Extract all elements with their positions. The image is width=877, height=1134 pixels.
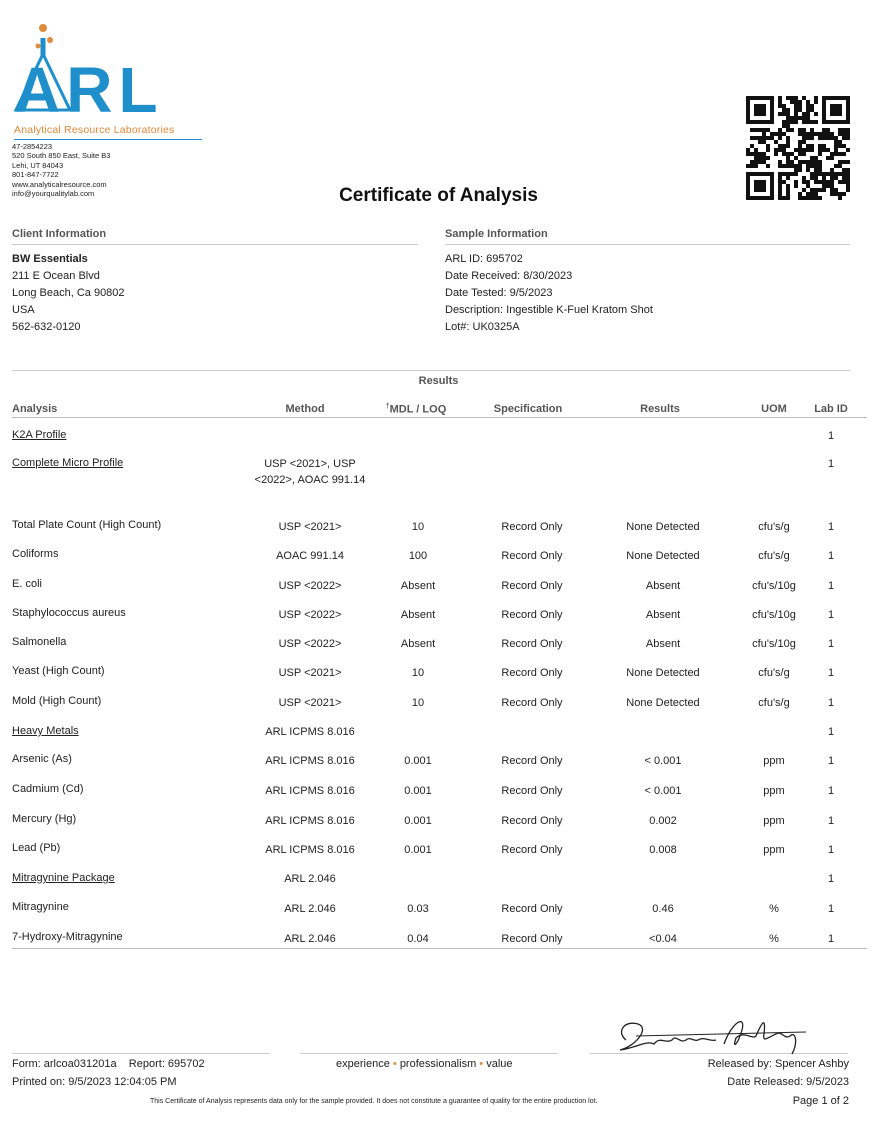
col-header-method: Method [285, 403, 325, 415]
report-id: Report: 695702 [128, 1058, 205, 1070]
cell-lab-id: 1 [827, 755, 835, 767]
cell-specification: Record Only [501, 550, 563, 562]
cell-mdl: 0.03 [407, 903, 429, 915]
sample-info [445, 251, 653, 336]
results-section-title: Results [418, 375, 459, 387]
sample-line: Date Received: 8/30/2023 [445, 270, 573, 282]
cell-method: USP <2021> [278, 697, 342, 709]
cell-lab-id: 1 [827, 844, 835, 856]
cell-method: USP <2021> [278, 521, 342, 533]
printed-on: Printed on: 9/5/2023 12:04:05 PM [12, 1076, 177, 1088]
cell-uom: ppm [763, 815, 785, 827]
footer-tagline [336, 1058, 513, 1070]
sample-line: Date Tested: 9/5/2023 [445, 287, 553, 299]
cell-analysis: E. coli [12, 578, 42, 590]
sample-line: Description: Ingestible K-Fuel Kratom Shot [445, 304, 653, 316]
cell-uom: cfu's/10g [752, 638, 796, 650]
cell-result: Absent [645, 638, 681, 650]
address-line: Lehi, UT 84043 [12, 160, 64, 170]
cell-mdl: Absent [400, 580, 436, 592]
cell-analysis: Mold (High Count) [12, 695, 102, 707]
cell-method: USP <2022> [278, 580, 342, 592]
cell-result: < 0.001 [644, 785, 682, 797]
disclaimer: This Certificate of Analysis represents data only for the sample provided. It does not constitute a guarantee of quality for the entire production lot. [150, 1098, 598, 1105]
cell-lab-id: 1 [827, 638, 835, 650]
mdl-label: MDL / LOQ [389, 403, 447, 416]
cell-lab-id: 1 [827, 726, 835, 738]
cell-specification: Record Only [501, 638, 563, 650]
cell-lab-id: 1 [827, 430, 835, 442]
cell-result: None Detected [626, 521, 700, 533]
tagline-word: value [486, 1058, 513, 1070]
tagline-word: professionalism [399, 1058, 477, 1070]
logo-text: ARL [14, 54, 164, 126]
mdl-marker: † [385, 403, 390, 410]
cell-analysis: 7-Hydroxy-Mitragynine [12, 931, 123, 943]
cell-specification: Record Only [501, 785, 563, 797]
tagline-word: experience [336, 1058, 390, 1070]
cell-lab-id: 1 [827, 903, 835, 915]
cell-mdl: Absent [400, 609, 436, 621]
results-divider-top [12, 370, 850, 371]
cell-method: USP <2021> [278, 667, 342, 679]
address-line: 801-847-7722 [12, 170, 59, 180]
cell-mdl: Absent [400, 638, 436, 650]
cell-lab-id: 1 [827, 521, 835, 533]
cell-result: < 0.001 [644, 755, 682, 767]
col-header-mdl [376, 403, 456, 416]
cell-uom: cfu's/g [758, 667, 790, 679]
footer-rule-mid [300, 1053, 558, 1054]
document-title: Certificate of Analysis [339, 185, 538, 206]
client-line: Long Beach, Ca 90802 [12, 287, 125, 299]
page-number: Page 1 of 2 [792, 1095, 849, 1107]
results-divider-bottom [12, 948, 867, 949]
col-header-analysis: Analysis [12, 403, 58, 415]
cell-method: ARL ICPMS 8.016 [265, 844, 355, 856]
cell-lab-id: 1 [827, 550, 835, 562]
logo-subtitle: Analytical Resource Laboratories [14, 124, 175, 136]
cell-lab-id: 1 [827, 873, 835, 885]
released-by: Released by: Spencer Ashby [707, 1058, 849, 1070]
cell-result: 0.46 [652, 903, 674, 915]
col-header-lab-id: Lab ID [814, 403, 848, 415]
cell-method: ARL ICPMS 8.016 [265, 755, 355, 767]
col-header-results: Results [640, 403, 680, 415]
cell-mdl: 10 [411, 521, 425, 533]
cell-analysis: Mitragynine [12, 901, 69, 913]
cell-mdl: 0.001 [404, 785, 432, 797]
cell-method: ARL 2.046 [284, 903, 336, 915]
cell-method: AOAC 991.14 [276, 550, 344, 562]
client-line: 562-632-0120 [12, 321, 81, 333]
cell-method: ARL ICPMS 8.016 [265, 726, 355, 738]
cell-analysis: Cadmium (Cd) [12, 783, 84, 795]
col-header-specification: Specification [493, 403, 563, 415]
cell-uom: ppm [763, 844, 785, 856]
cell-mdl: 100 [408, 550, 428, 562]
logo-divider [14, 139, 202, 140]
cell-mdl: 0.001 [404, 844, 432, 856]
sample-divider [445, 244, 850, 245]
cell-analysis: Heavy Metals [12, 725, 79, 737]
cell-specification: Record Only [501, 755, 563, 767]
cell-uom: % [769, 903, 779, 915]
address-line: www.analyticalresource.com [12, 179, 107, 189]
cell-analysis: Lead (Pb) [12, 842, 61, 854]
client-divider [12, 244, 418, 245]
cell-method: USP <2021>, USP <2022>, AOAC 991.14 [254, 458, 366, 486]
footer-form [12, 1058, 205, 1070]
cell-result: None Detected [626, 550, 700, 562]
cell-analysis: Mitragynine Package [12, 872, 115, 884]
cell-result: 0.002 [649, 815, 677, 827]
cell-analysis: K2A Profile [12, 429, 67, 441]
cell-method: USP <2022> [278, 609, 342, 621]
cell-lab-id: 1 [827, 667, 835, 679]
cell-specification: Record Only [501, 697, 563, 709]
client-section-title: Client Information [12, 228, 107, 240]
cell-specification: Record Only [501, 903, 563, 915]
cell-specification: Record Only [501, 667, 563, 679]
tagline-bullet: • [479, 1058, 484, 1070]
cell-uom: cfu's/g [758, 697, 790, 709]
cell-uom: cfu's/g [758, 521, 790, 533]
cell-lab-id: 1 [827, 458, 835, 470]
form-id: Form: arlcoa031201a [12, 1058, 117, 1070]
cell-uom: cfu's/10g [752, 580, 796, 592]
sample-line: ARL ID: 695702 [445, 253, 523, 265]
cell-lab-id: 1 [827, 697, 835, 709]
cell-lab-id: 1 [827, 580, 835, 592]
cell-lab-id: 1 [827, 933, 835, 945]
col-header-uom: UOM [761, 403, 787, 415]
cell-analysis: Complete Micro Profile [12, 457, 124, 469]
cell-analysis: Yeast (High Count) [12, 665, 105, 677]
tagline-bullet: • [392, 1058, 397, 1070]
cell-analysis: Arsenic (As) [12, 753, 72, 765]
address-line: 520 South 850 East, Suite B3 [12, 151, 111, 161]
cell-specification: Record Only [501, 580, 563, 592]
results-header-divider [12, 417, 867, 418]
cell-method: ARL ICPMS 8.016 [265, 785, 355, 797]
cell-lab-id: 1 [827, 609, 835, 621]
cell-lab-id: 1 [827, 785, 835, 797]
client-line: 211 E Ocean Blvd [12, 270, 100, 282]
cell-lab-id: 1 [827, 815, 835, 827]
client-line: USA [12, 304, 35, 316]
cell-result: 0.008 [649, 844, 677, 856]
cell-uom: % [769, 933, 779, 945]
cell-analysis: Salmonella [12, 636, 67, 648]
address-line: 47-2854223 [12, 142, 53, 151]
date-released: Date Released: 9/5/2023 [727, 1076, 849, 1088]
cell-specification: Record Only [501, 933, 563, 945]
cell-specification: Record Only [501, 844, 563, 856]
cell-method: ARL 2.046 [284, 933, 336, 945]
cell-result: Absent [645, 580, 681, 592]
sample-section-title: Sample Information [445, 228, 548, 240]
cell-mdl: 0.04 [407, 933, 429, 945]
address-line: info@yourqualitylab.com [12, 189, 95, 199]
cell-analysis: Total Plate Count (High Count) [12, 519, 162, 531]
sample-line: Lot#: UK0325A [445, 321, 520, 333]
cell-uom: cfu's/g [758, 550, 790, 562]
cell-result: None Detected [626, 697, 700, 709]
cell-analysis: Mercury (Hg) [12, 813, 77, 825]
cell-method: USP <2022> [278, 638, 342, 650]
cell-mdl: 10 [411, 697, 425, 709]
cell-analysis: Staphylococcus aureus [12, 607, 126, 619]
signature-image [606, 1010, 816, 1060]
cell-specification: Record Only [501, 521, 563, 533]
cell-mdl: 0.001 [404, 755, 432, 767]
cell-uom: ppm [763, 755, 785, 767]
cell-mdl: 0.001 [404, 815, 432, 827]
cell-result: Absent [645, 609, 681, 621]
cell-analysis: Coliforms [12, 548, 59, 560]
qr-code-icon [746, 96, 850, 200]
cell-uom: ppm [763, 785, 785, 797]
cell-method: ARL 2.046 [284, 873, 336, 885]
cell-result: None Detected [626, 667, 700, 679]
cell-uom: cfu's/10g [752, 609, 796, 621]
footer-rule-left [12, 1053, 270, 1054]
cell-method: ARL ICPMS 8.016 [265, 815, 355, 827]
cell-specification: Record Only [501, 609, 563, 621]
cell-mdl: 10 [411, 667, 425, 679]
cell-result: <0.04 [649, 933, 677, 945]
client-name: BW Essentials [12, 253, 88, 265]
cell-specification: Record Only [501, 815, 563, 827]
client-info [12, 251, 125, 336]
